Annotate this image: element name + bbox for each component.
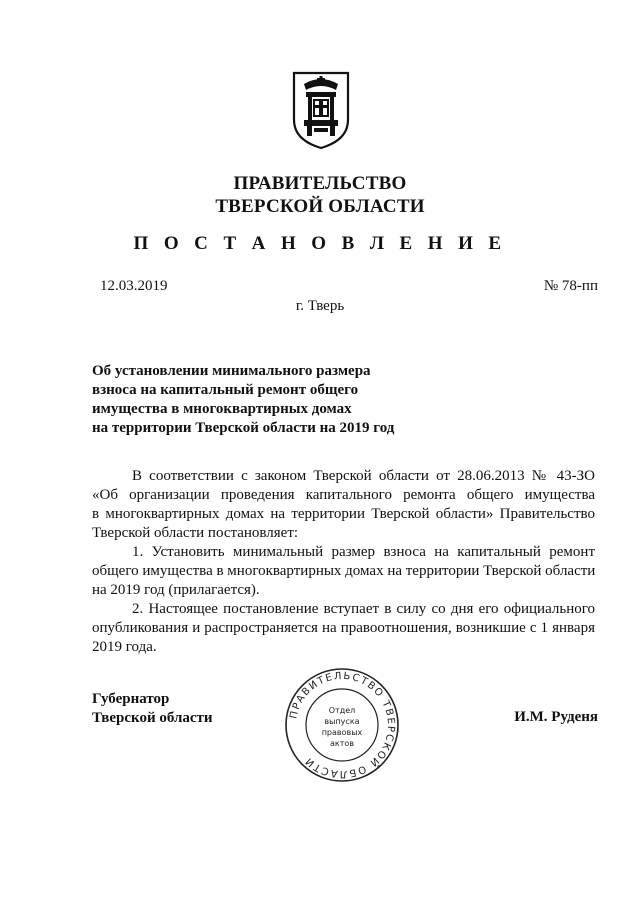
- document-city: г. Тверь: [295, 298, 345, 314]
- body-line: 2019 года.: [92, 639, 157, 655]
- body-line: в многоквартирных домах на территории Тверской области» Правительство: [92, 506, 595, 522]
- document-date: 12.03.2019: [100, 278, 168, 294]
- subject-line: Об установлении минимального размера: [92, 363, 371, 379]
- signatory-position: [92, 690, 213, 728]
- body-line: В соответствии с законом Тверской области от 28.06.2013 № 43-ЗО: [132, 468, 595, 484]
- org-name-line2: ТВЕРСКОЙ ОБЛАСТИ: [215, 196, 425, 217]
- stamp-center-line: Отдел: [328, 706, 356, 715]
- stamp-center-line: актов: [329, 739, 355, 748]
- body-line: на 2019 год (прилагается).: [92, 582, 260, 598]
- body-line: «Об организации проведения капитального ремонта общего имущества: [92, 487, 595, 503]
- body-line: общего имущества в многоквартирных домах на территории Тверской области: [92, 563, 596, 579]
- body-line: 1. Установить минимальный размер взноса на капитальный ремонт: [132, 544, 595, 560]
- stamp-center-line: выпуска: [324, 717, 360, 726]
- body-line: Тверской области постановляет:: [92, 525, 299, 541]
- subject-line: взноса на капитальный ремонт общего: [92, 382, 359, 398]
- body-line: опубликования и распространяется на правоотношения, возникшие с 1 января: [92, 620, 595, 636]
- round-stamp-icon: [283, 666, 401, 784]
- document-type: П О С Т А Н О В Л Е Н И Е: [133, 233, 507, 254]
- subject-line: имущества в многоквартирных домах: [92, 401, 352, 417]
- document-number: № 78-пп: [543, 278, 598, 294]
- document-body: [92, 467, 595, 657]
- stamp-center-line: правовых: [321, 728, 363, 737]
- body-line: 2. Настоящее постановление вступает в силу со дня его официального: [132, 601, 595, 617]
- subject-line: на территории Тверской области на 2019 год: [92, 420, 395, 436]
- signatory-name: И.М. Руденя: [514, 709, 598, 725]
- stamp-ring-text: ПРАВИТЕЛЬСТВО ТВЕРСКОЙ ОБЛАСТИ: [288, 670, 397, 780]
- coat-of-arms-icon: [290, 70, 352, 150]
- position-line: Губернатор: [92, 691, 170, 707]
- document-subject: [92, 362, 394, 438]
- position-line: Тверской области: [92, 710, 213, 726]
- org-name-line1: ПРАВИТЕЛЬСТВО: [233, 173, 407, 194]
